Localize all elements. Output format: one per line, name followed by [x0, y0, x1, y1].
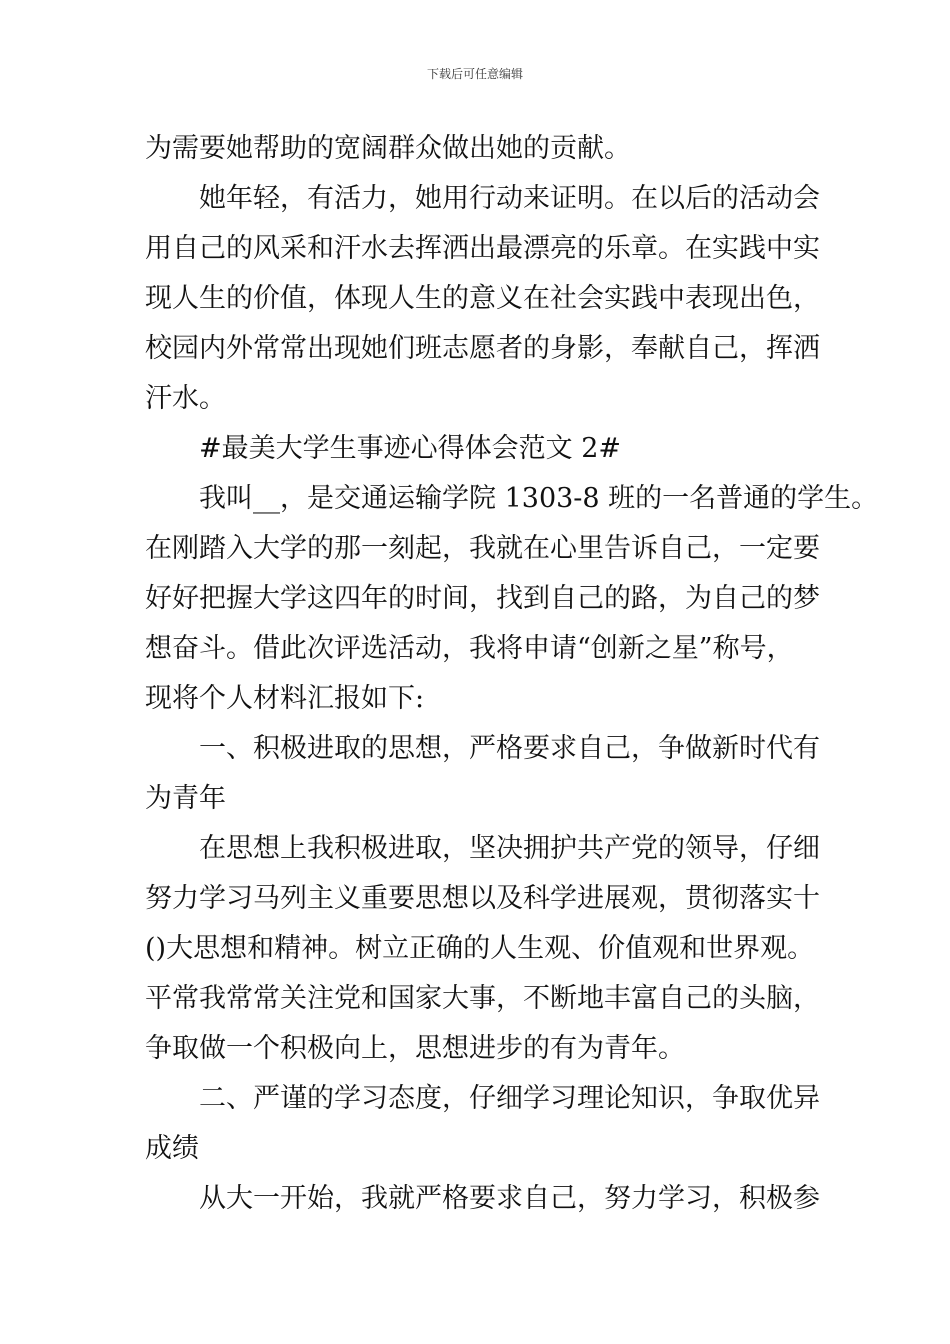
text-line: 二、严谨的学习态度，仔细学习理论知识，争取优异 — [199, 1083, 820, 1114]
paragraph-1 — [145, 124, 825, 174]
text-line: ()大思想和精神。树立正确的人生观、价值观和世界观。 — [145, 933, 815, 964]
text-line: #最美大学生事迹心得体会范文 2# — [199, 433, 622, 464]
text-line: 在思想上我积极进取，坚决拥护共产党的领导，仔细 — [199, 833, 820, 864]
paragraph-5 — [145, 1174, 825, 1224]
text-line: 为需要她帮助的宽阔群众做出她的贡献。 — [145, 133, 631, 164]
paragraph-2 — [145, 174, 825, 424]
text-line: 现人生的价值，体现人生的意义在社会实践中表现出色， — [145, 283, 820, 314]
text-line: 为青年 — [145, 783, 226, 814]
subheading-1 — [145, 724, 825, 824]
text-line: 汗水。 — [145, 383, 226, 414]
text-line: 一、积极进取的思想，严格要求自己，争做新时代有 — [199, 733, 820, 764]
subheading-2 — [145, 1074, 825, 1174]
text-line: 现将个人材料汇报如下: — [145, 683, 425, 714]
paragraph-4 — [145, 824, 825, 1074]
page-header: 下载后可任意编辑 — [426, 67, 523, 81]
text-line: 努力学习马列主义重要思想以及科学进展观，贯彻落实十 — [145, 883, 820, 914]
text-line: 从大一开始，我就严格要求自己，努力学习，积极参 — [199, 1183, 820, 1214]
text-line: 成绩 — [145, 1133, 199, 1164]
text-line: 好好把握大学这四年的时间，找到自己的路，为自己的梦 — [145, 583, 820, 614]
text-line: 她年轻，有活力，她用行动来证明。在以后的活动会 — [199, 183, 820, 214]
paragraph-3 — [145, 474, 879, 724]
text-line: 争取做一个积极向上，思想进步的有为青年。 — [145, 1033, 685, 1064]
text-line: 校园内外常常出现她们班志愿者的身影，奉献自己，挥洒 — [145, 333, 820, 364]
text-line: 想奋斗。借此次评选活动，我将申请“创新之星”称号， — [145, 633, 794, 664]
text-line: 用自己的风采和汗水去挥洒出最漂亮的乐章。在实践中实 — [145, 233, 820, 264]
text-line: 在刚踏入大学的那一刻起，我就在心里告诉自己，一定要 — [145, 533, 820, 564]
text-line: 我叫__，是交通运输学院 1303-8 班的一名普通的学生。 — [199, 483, 879, 514]
text-line: 平常我常常关注党和国家大事，不断地丰富自己的头脑， — [145, 983, 820, 1014]
document-body — [145, 124, 879, 1224]
section-heading — [145, 424, 825, 474]
